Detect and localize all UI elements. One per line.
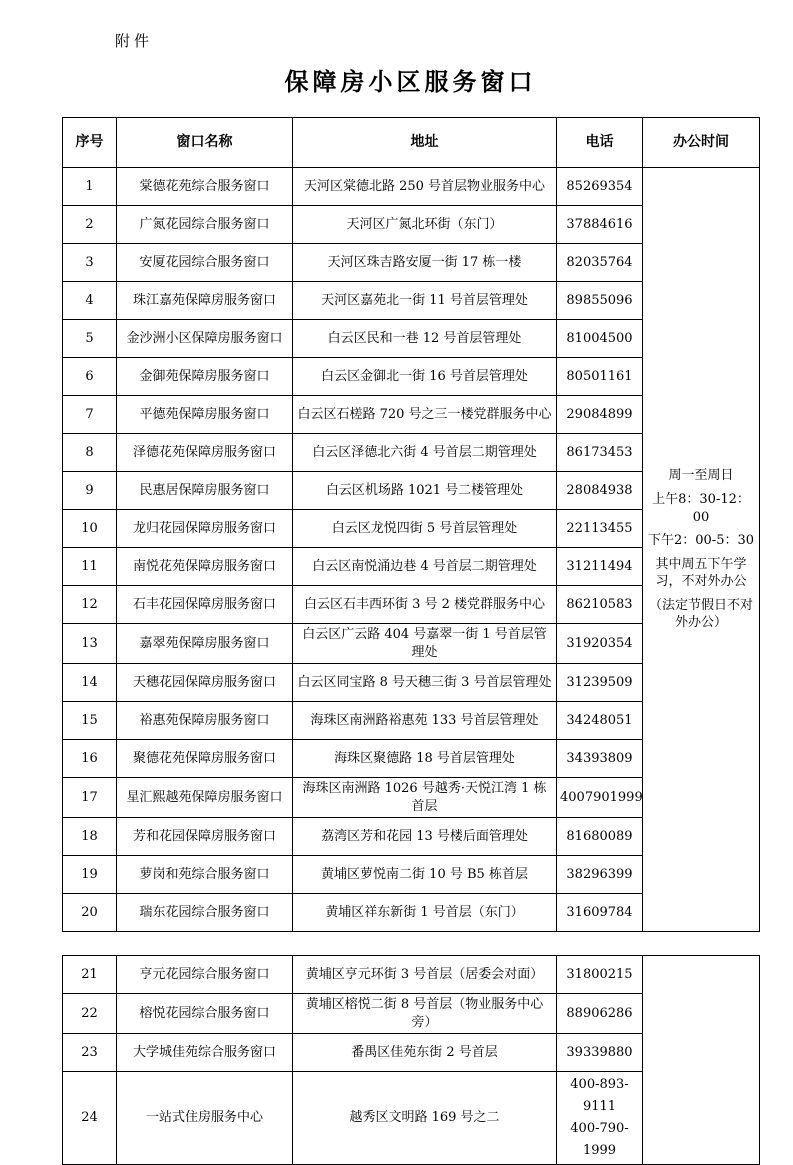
cell-phone: 29084899 [557, 396, 643, 434]
office-hours-cell-empty [643, 956, 760, 1165]
header-window-name: 窗口名称 [117, 118, 293, 168]
cell-address: 白云区南悦涌边巷 4 号首层二期管理处 [293, 548, 557, 586]
cell-no: 23 [63, 1034, 117, 1072]
cell-phone: 86210583 [557, 586, 643, 624]
cell-no: 19 [63, 856, 117, 894]
office-hours-text: 下午2：00-5：30 [647, 533, 755, 549]
cell-no: 8 [63, 434, 117, 472]
cell-phone: 86173453 [557, 434, 643, 472]
cell-phone: 34393809 [557, 740, 643, 778]
cell-phone: 81004500 [557, 320, 643, 358]
cell-window-name: 天穗花园保障房服务窗口 [117, 664, 293, 702]
cell-no: 6 [63, 358, 117, 396]
cell-address: 黄埔区亨元环街 3 号首层（居委会对面） [293, 956, 557, 994]
cell-phone: 31239509 [557, 664, 643, 702]
cell-address: 海珠区聚德路 18 号首层管理处 [293, 740, 557, 778]
cell-address: 黄埔区萝悦南二街 10 号 B5 栋首层 [293, 856, 557, 894]
office-hours-text: 周一至周日 [668, 468, 734, 484]
cell-window-name: 芳和花园保障房服务窗口 [117, 818, 293, 856]
cell-phone: 37884616 [557, 206, 643, 244]
cell-no: 13 [63, 624, 117, 664]
cell-no: 24 [63, 1072, 117, 1165]
table-header-row [63, 118, 760, 168]
cell-phone: 88906286 [557, 994, 643, 1034]
cell-window-name: 龙归花园保障房服务窗口 [117, 510, 293, 548]
cell-address: 白云区同宝路 8 号天穗三街 3 号首层管理处 [293, 664, 557, 702]
cell-phone: 31920354 [557, 624, 643, 664]
cell-address: 海珠区南洲路 1026 号越秀·天悦江湾 1 栋首层 [293, 778, 557, 818]
cell-window-name: 萝岗和苑综合服务窗口 [117, 856, 293, 894]
cell-phone: 80501161 [557, 358, 643, 396]
header-phone: 电话 [557, 118, 643, 168]
cell-no: 9 [63, 472, 117, 510]
cell-phone: 28084938 [557, 472, 643, 510]
cell-address: 黄埔区祥东新街 1 号首层（东门） [293, 894, 557, 932]
cell-window-name: 聚德花苑保障房服务窗口 [117, 740, 293, 778]
cell-window-name: 一站式住房服务中心 [117, 1072, 293, 1165]
cell-phone: 39339880 [557, 1034, 643, 1072]
table-row [63, 956, 760, 994]
service-windows-table-2 [62, 955, 760, 1165]
cell-address: 黄埔区榕悦二街 8 号首层（物业服务中心旁） [293, 994, 557, 1034]
cell-no: 14 [63, 664, 117, 702]
cell-window-name: 大学城佳苑综合服务窗口 [117, 1034, 293, 1072]
cell-phone [557, 1072, 643, 1165]
cell-window-name: 星汇熙越苑保障房服务窗口 [117, 778, 293, 818]
header-address: 地址 [293, 118, 557, 168]
cell-window-name: 榕悦花园综合服务窗口 [117, 994, 293, 1034]
cell-phone: 82035764 [557, 244, 643, 282]
table-row [63, 168, 760, 206]
cell-phone: 38296399 [557, 856, 643, 894]
cell-no: 11 [63, 548, 117, 586]
cell-phone: 4007901999 [557, 778, 643, 818]
cell-no: 22 [63, 994, 117, 1034]
cell-phone: 89855096 [557, 282, 643, 320]
cell-address: 白云区机场路 1021 号二楼管理处 [293, 472, 557, 510]
cell-window-name: 石丰花园保障房服务窗口 [117, 586, 293, 624]
cell-address: 白云区石槎路 720 号之三一楼党群服务中心 [293, 396, 557, 434]
header-no: 序号 [63, 118, 117, 168]
cell-address: 天河区棠德北路 250 号首层物业服务中心 [293, 168, 557, 206]
cell-no: 1 [63, 168, 117, 206]
cell-address: 海珠区南洲路裕惠苑 133 号首层管理处 [293, 702, 557, 740]
cell-window-name: 安厦花园综合服务窗口 [117, 244, 293, 282]
header-office-hours: 办公时间 [643, 118, 760, 168]
cell-window-name: 民惠居保障房服务窗口 [117, 472, 293, 510]
cell-no: 7 [63, 396, 117, 434]
cell-no: 15 [63, 702, 117, 740]
cell-no: 5 [63, 320, 117, 358]
cell-no: 16 [63, 740, 117, 778]
cell-address: 越秀区文明路 169 号之二 [293, 1072, 557, 1165]
office-hours-cell [643, 168, 760, 932]
cell-address: 白云区泽德北六街 4 号首层二期管理处 [293, 434, 557, 472]
cell-phone: 31800215 [557, 956, 643, 994]
cell-phone: 34248051 [557, 702, 643, 740]
cell-address: 天河区嘉苑北一街 11 号首层管理处 [293, 282, 557, 320]
cell-no: 2 [63, 206, 117, 244]
cell-window-name: 亨元花园综合服务窗口 [117, 956, 293, 994]
phone-line-2: 400-790-1999 [570, 1121, 629, 1159]
cell-window-name: 金御苑保障房服务窗口 [117, 358, 293, 396]
cell-no: 4 [63, 282, 117, 320]
cell-window-name: 平德苑保障房服务窗口 [117, 396, 293, 434]
service-windows-table-1 [62, 117, 760, 932]
cell-phone: 22113455 [557, 510, 643, 548]
cell-window-name: 泽德花苑保障房服务窗口 [117, 434, 293, 472]
office-hours-text: 上午8：30-12：00 [652, 491, 750, 525]
cell-window-name: 珠江嘉苑保障房服务窗口 [117, 282, 293, 320]
cell-address: 白云区民和一巷 12 号首层管理处 [293, 320, 557, 358]
cell-no: 12 [63, 586, 117, 624]
cell-address: 白云区石丰西环街 3 号 2 楼党群服务中心 [293, 586, 557, 624]
cell-no: 17 [63, 778, 117, 818]
cell-no: 10 [63, 510, 117, 548]
page-title: 保障房小区服务窗口 [284, 68, 537, 96]
cell-phone: 31609784 [557, 894, 643, 932]
cell-address: 番禺区佳苑东街 2 号首层 [293, 1034, 557, 1072]
cell-address: 白云区广云路 404 号嘉翠一街 1 号首层管理处 [293, 624, 557, 664]
cell-window-name: 金沙洲小区保障房服务窗口 [117, 320, 293, 358]
cell-address: 天河区珠吉路安厦一街 17 栋一楼 [293, 244, 557, 282]
cell-no: 18 [63, 818, 117, 856]
cell-phone: 31211494 [557, 548, 643, 586]
office-hours-text: 其中周五下午学习，不对外办公 [655, 556, 747, 590]
cell-window-name: 棠德花苑综合服务窗口 [117, 168, 293, 206]
cell-phone: 85269354 [557, 168, 643, 206]
cell-no: 3 [63, 244, 117, 282]
cell-phone: 81680089 [557, 818, 643, 856]
attachment-label: 附件 [115, 32, 154, 50]
cell-no: 21 [63, 956, 117, 994]
cell-address: 天河区广氮北环街（东门） [293, 206, 557, 244]
cell-address: 白云区金御北一街 16 号首层管理处 [293, 358, 557, 396]
cell-window-name: 广氮花园综合服务窗口 [117, 206, 293, 244]
cell-address: 荔湾区芳和花园 13 号楼后面管理处 [293, 818, 557, 856]
cell-no: 20 [63, 894, 117, 932]
office-hours-text: （法定节假日不对外办公） [648, 597, 753, 631]
cell-window-name: 南悦花苑保障房服务窗口 [117, 548, 293, 586]
cell-window-name: 嘉翠苑保障房服务窗口 [117, 624, 293, 664]
phone-line-1: 400-893-9111 [570, 1077, 629, 1115]
cell-window-name: 裕惠苑保障房服务窗口 [117, 702, 293, 740]
cell-window-name: 瑞东花园综合服务窗口 [117, 894, 293, 932]
cell-address: 白云区龙悦四街 5 号首层管理处 [293, 510, 557, 548]
